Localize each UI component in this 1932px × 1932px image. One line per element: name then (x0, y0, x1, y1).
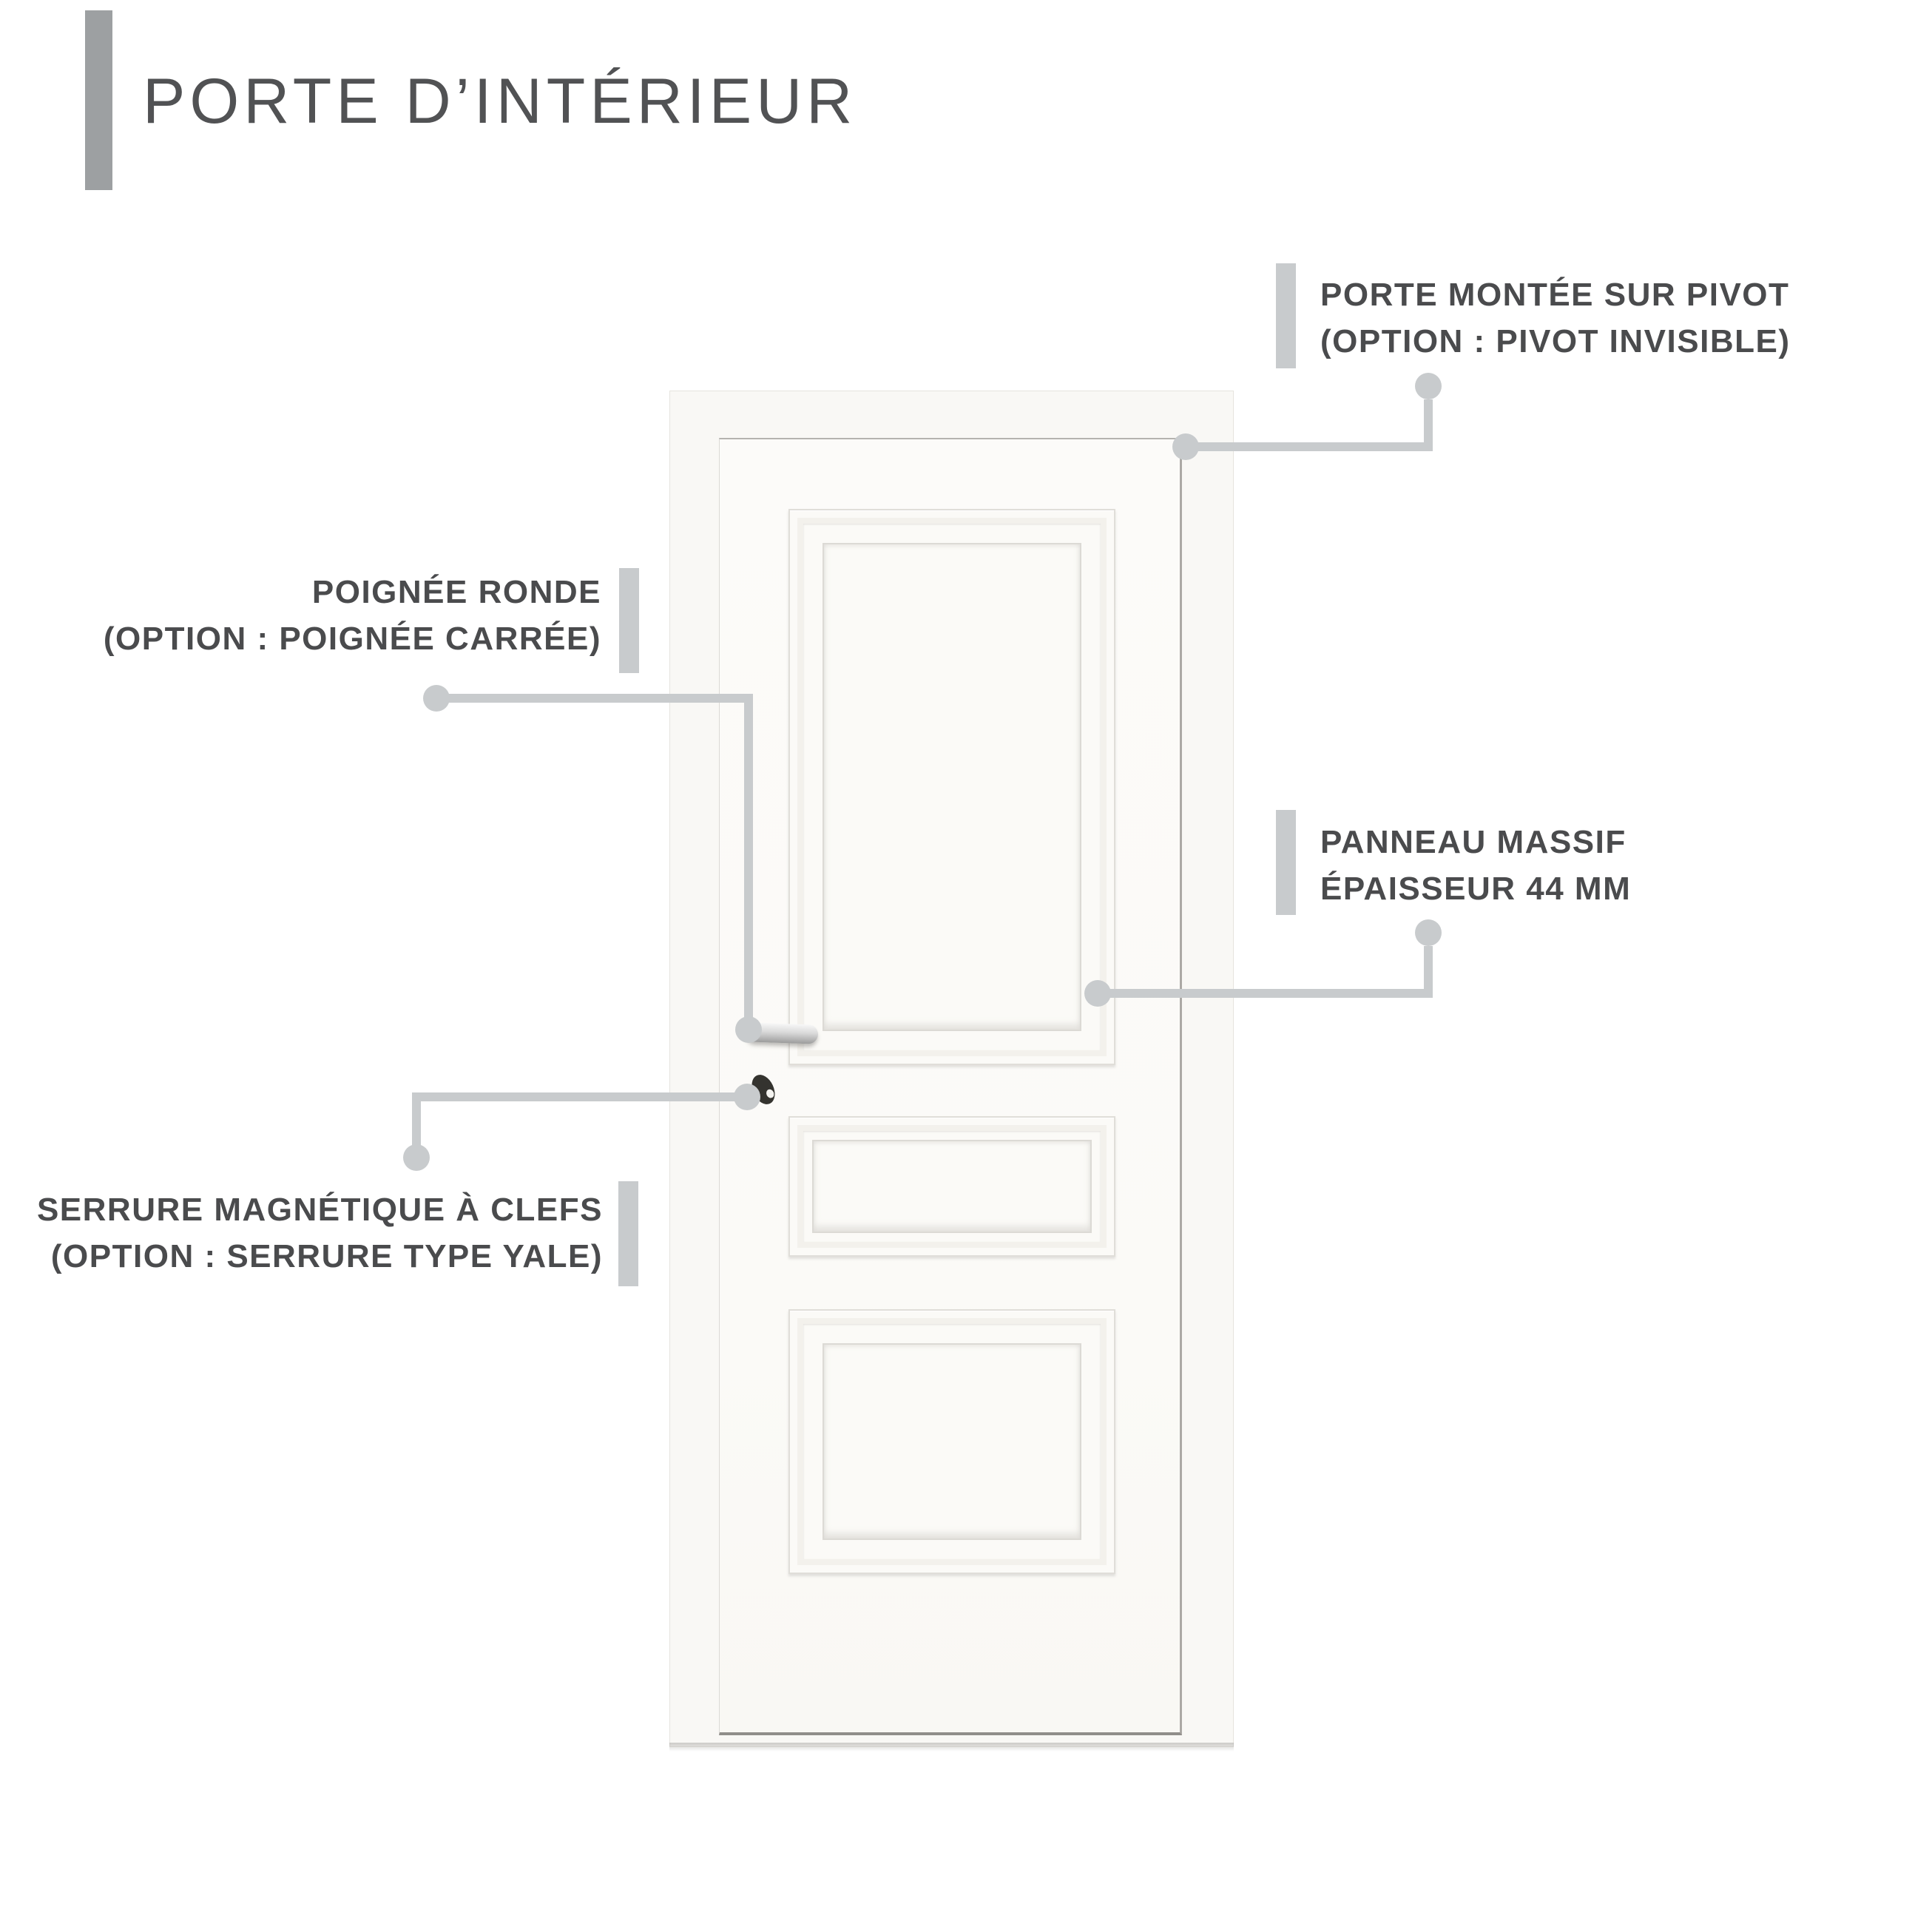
callout-dot (734, 1084, 760, 1110)
callout-dot (1415, 373, 1442, 399)
annotation-poignee (104, 569, 601, 662)
annotation-line: SERRURE MAGNÉTIQUE À CLEFS (36, 1192, 603, 1228)
callout-dot (735, 1016, 762, 1043)
annotation-pivot (1320, 271, 1790, 365)
annotation-line: POIGNÉE RONDE (311, 574, 601, 610)
annotation-line: (OPTION : POIGNÉE CARRÉE) (103, 621, 601, 657)
callout-dot (423, 685, 450, 712)
callout-dot (1172, 433, 1199, 460)
annotation-accent-bar (1276, 263, 1296, 368)
annotation-line: PORTE MONTÉE SUR PIVOT (1320, 277, 1790, 313)
annotation-line: (OPTION : PIVOT INVISIBLE) (1320, 323, 1791, 359)
annotation-panneau (1320, 819, 1631, 912)
callout-dot (403, 1144, 430, 1171)
callout-dot (1084, 980, 1111, 1007)
annotation-line: ÉPAISSEUR 44 MM (1320, 871, 1632, 907)
annotation-line: (OPTION : SERRURE TYPE YALE) (50, 1238, 603, 1274)
annotation-accent-bar (619, 568, 639, 673)
callout-line-serrure (416, 1097, 747, 1158)
annotation-accent-bar (618, 1181, 638, 1286)
annotation-line: PANNEAU MASSIF (1320, 824, 1627, 860)
page-title: PORTE D’INTÉRIEUR (143, 66, 857, 137)
callout-line-pivot (1186, 399, 1428, 447)
annotation-accent-bar (1276, 810, 1296, 915)
callout-dot (1415, 919, 1442, 946)
callout-line-poignee (436, 698, 749, 1030)
callout-line-panneau (1098, 946, 1428, 993)
annotation-serrure (37, 1186, 603, 1280)
